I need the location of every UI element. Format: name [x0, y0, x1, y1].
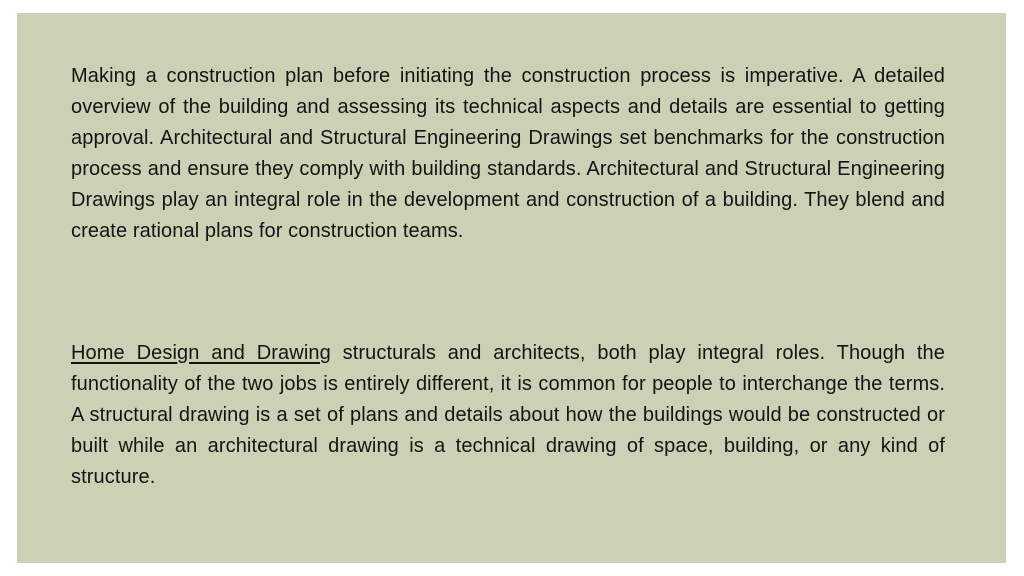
- home-design-link[interactable]: Home Design and Drawing: [71, 342, 331, 364]
- slide-panel: [17, 13, 1006, 563]
- intro-paragraph: Making a construction plan before initiating the construction process is imperative. A detailed overview of the building and assessing its technical aspects and details are essential to getting approval. Architectural and Structural Engineering Drawings set benchmarks for the construction process and ensure they comply with building standards. Architectural and Structural Engineering Drawings play an integral role in the development and construction of a building. They blend and create rational plans for construction teams.: [71, 65, 945, 242]
- second-paragraph: [71, 338, 945, 493]
- second-paragraph-body: structurals and architects, both play integral roles. Though the functionality of the two jobs is entirely different, it is common for people to interchange the terms. A structural drawing is a set of plans and details about how the buildings would be constructed or built while an architectural drawing is a technical drawing of space, building, or any kind of structure.: [71, 342, 945, 488]
